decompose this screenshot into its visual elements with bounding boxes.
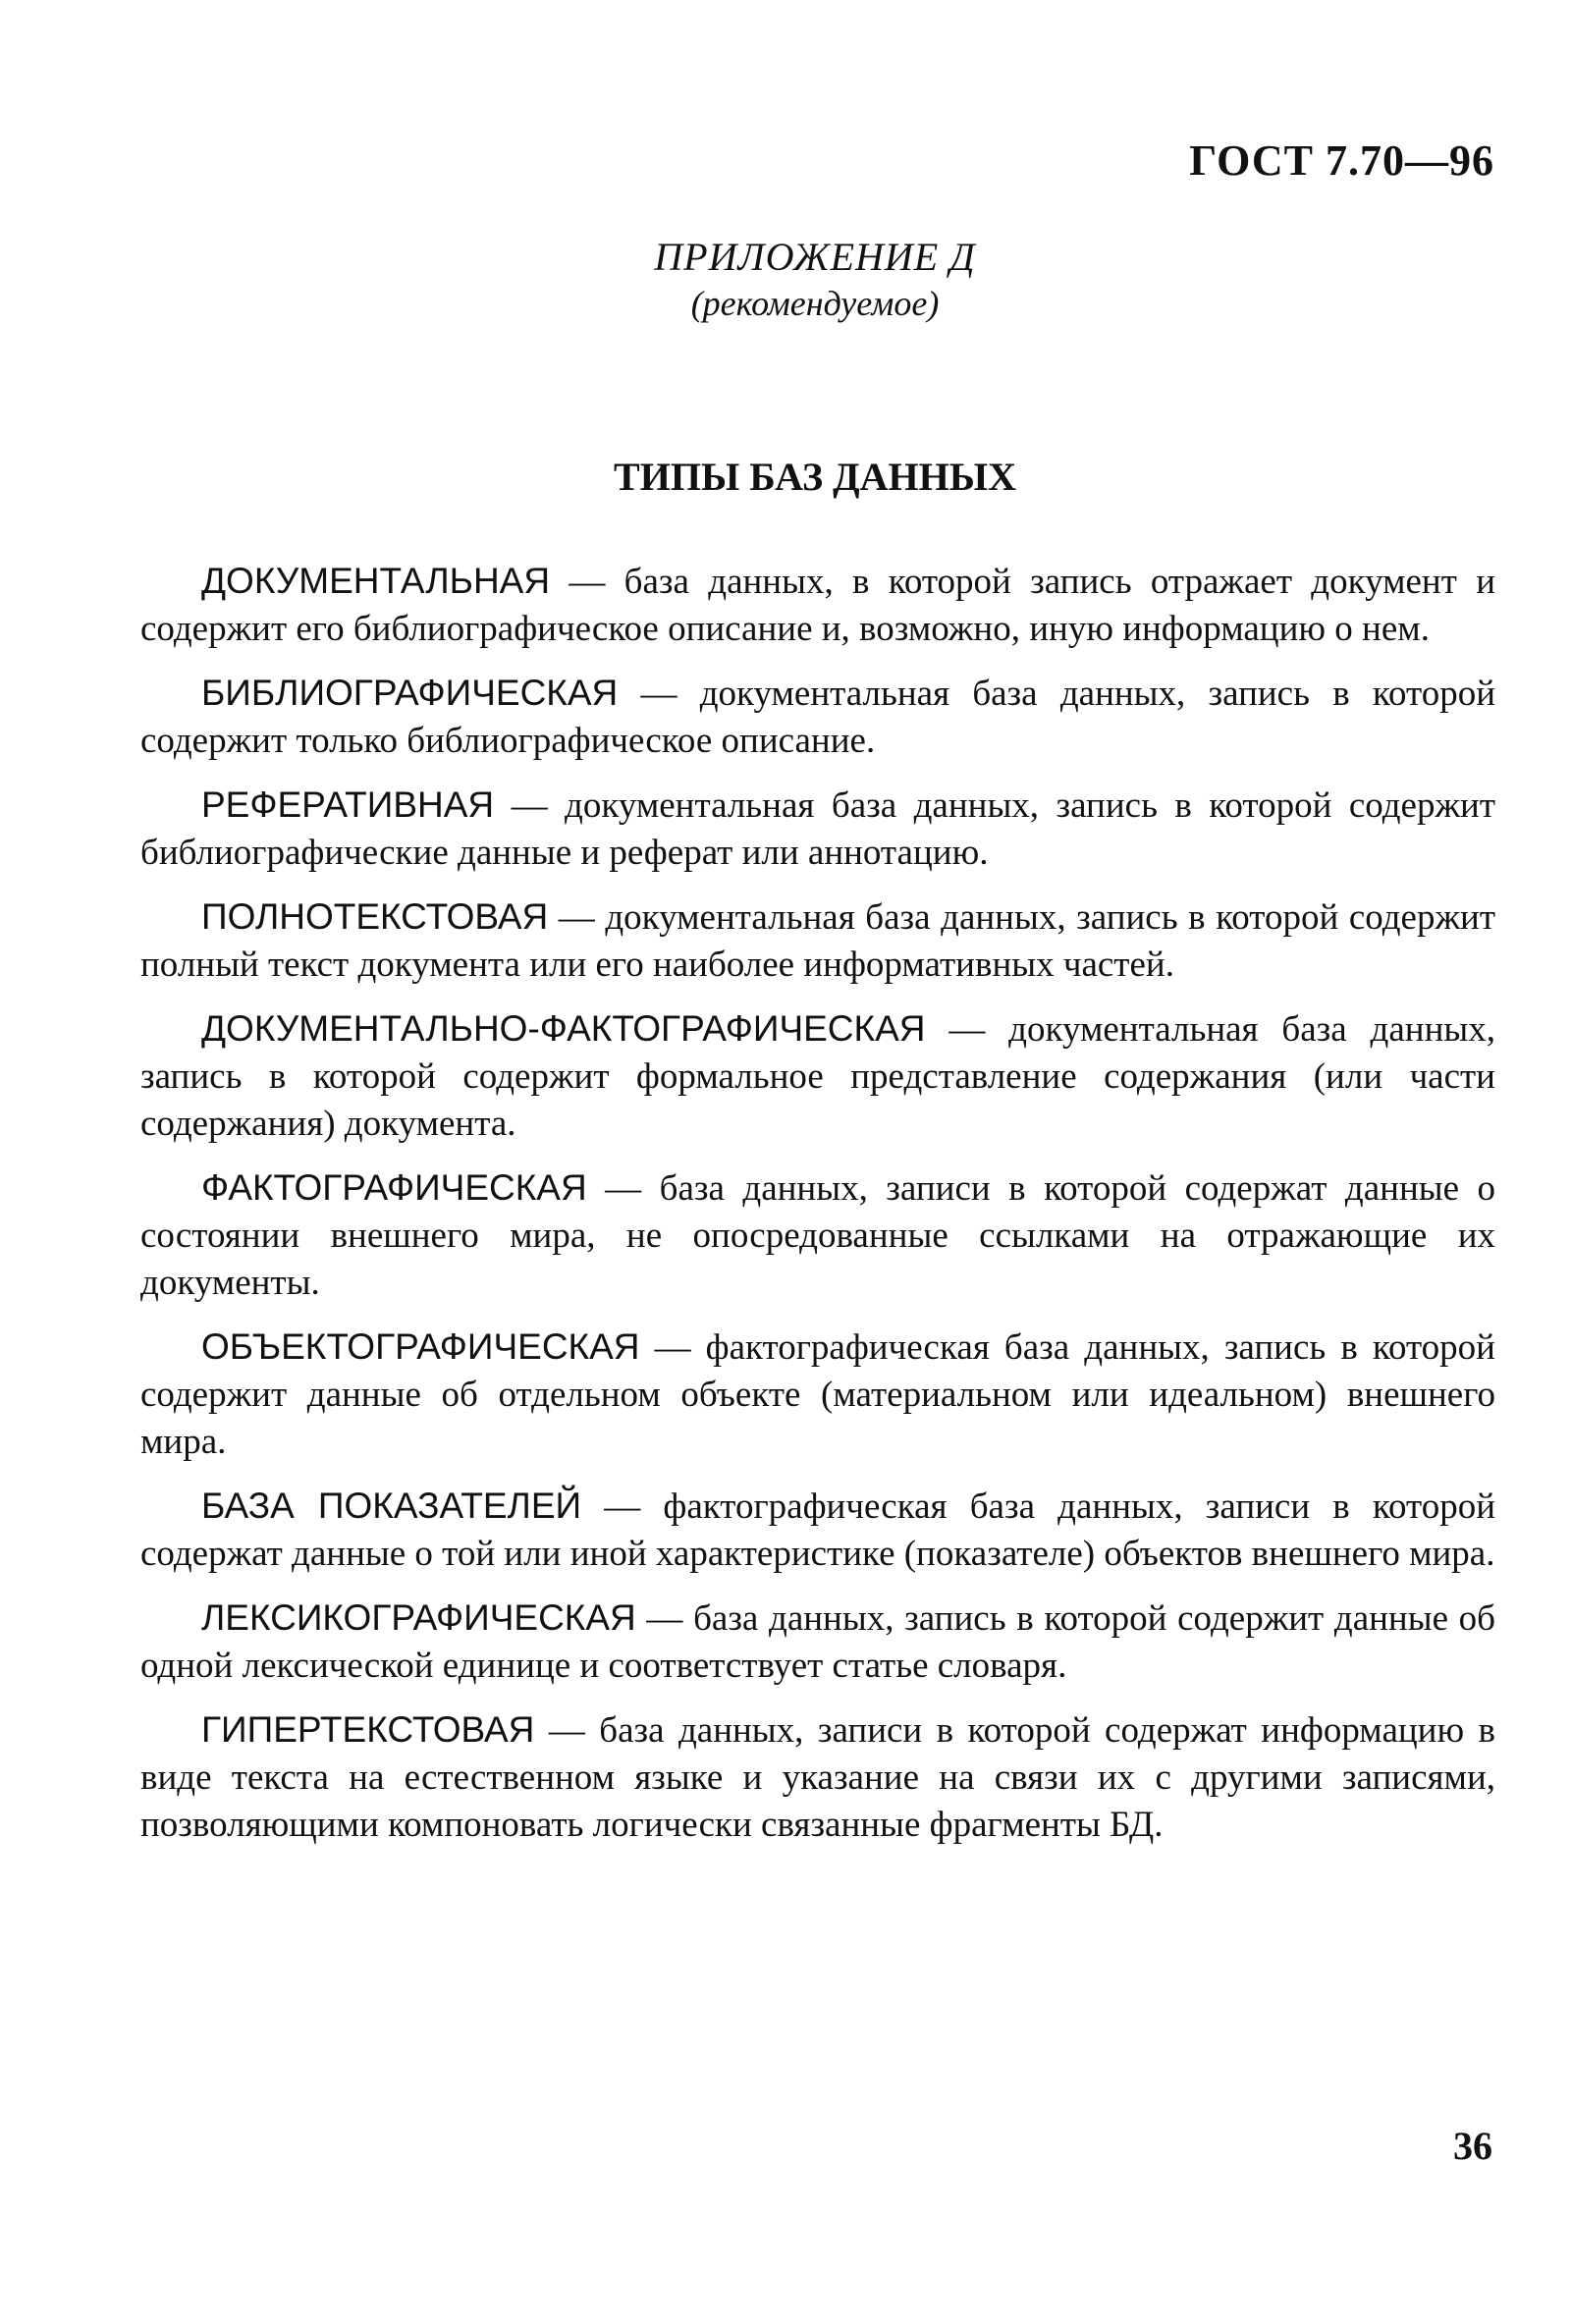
definition-term: ЛЕКСИКОГРАФИЧЕСКАЯ [201,1597,636,1638]
definition-term: ФАКТОГРАФИЧЕСКАЯ [201,1167,587,1208]
definition-paragraph [140,1005,1495,1148]
definition-term: ОБЪЕКТОГРАФИЧЕСКАЯ [201,1326,640,1367]
definition-text: — фактографическая база данных, запись в которой содержит данные об отдельном объекте (материальном или идеальном) внешнего мира. [140,1327,1495,1462]
definition-text: — база данных, записи в которой содержат данные о состоянии внешнего мира, не опосредованные ссылками на отражающие их документы. [140,1168,1495,1303]
standard-code: ГОСТ 7.70—96 [1189,136,1494,185]
definition-text: — документальная база данных, запись в которой содержит полный текст документа или его наиболее информативных частей. [140,897,1495,985]
definition-text: — база данных, записи в которой содержат информацию в виде текста на естественном языке и указание на связи их с другими записями, позволяющими компоновать логически связанные фрагменты БД. [140,1710,1495,1845]
page-number: 36 [1453,2124,1492,2168]
definition-paragraph [140,1706,1495,1849]
definition-term: РЕФЕРАТИВНАЯ [201,784,495,825]
definition-term: БАЗА ПОКАЗАТЕЛЕЙ [201,1486,582,1526]
definition-paragraph [140,1164,1495,1307]
definition-paragraph [140,1324,1495,1466]
definitions-list [140,558,1495,1865]
definition-text: — документальная база данных, запись в которой содержит только библиографическое описание. [140,674,1495,761]
definition-paragraph [140,893,1495,989]
definition-text: — документальная база данных, запись в которой содержит библиографические данные и реферат или аннотацию. [140,785,1495,873]
definition-term: ПОЛНОТЕКСТОВАЯ [201,896,549,937]
definition-term: БИБЛИОГРАФИЧЕСКАЯ [201,673,619,713]
definition-text: — база данных, в которой запись отражает документ и содержит его библиографическое описание и, возможно, иную информацию о нем. [140,562,1495,649]
definition-paragraph [140,558,1495,653]
definition-term: ГИПЕРТЕКСТОВАЯ [201,1709,535,1750]
definition-paragraph [140,1594,1495,1690]
definition-paragraph [140,1483,1495,1578]
definition-paragraph [140,782,1495,877]
definition-text: — база данных, запись в которой содержит данные об одной лексической единице и соответствует статье словаря. [140,1598,1495,1686]
definition-text: — фактографическая база данных, записи в которой содержат данные о той или иной характеристике (показателе) объектов внешнего мира. [140,1486,1496,1574]
appendix-subtitle: (рекомендуемое) [690,284,940,323]
definition-term: ДОКУМЕНТАЛЬНО-ФАКТОГРАФИЧЕСКАЯ [201,1008,926,1049]
definition-text: — документальная база данных, запись в которой содержит формальное представление содержания (или части содержания) документа. [140,1009,1495,1144]
appendix-title: ПРИЛОЖЕНИЕ Д [654,235,976,279]
section-title: ТИПЫ БАЗ ДАННЫХ [614,455,1016,499]
definition-term: ДОКУМЕНТАЛЬНАЯ [201,561,551,601]
definition-paragraph [140,670,1495,765]
